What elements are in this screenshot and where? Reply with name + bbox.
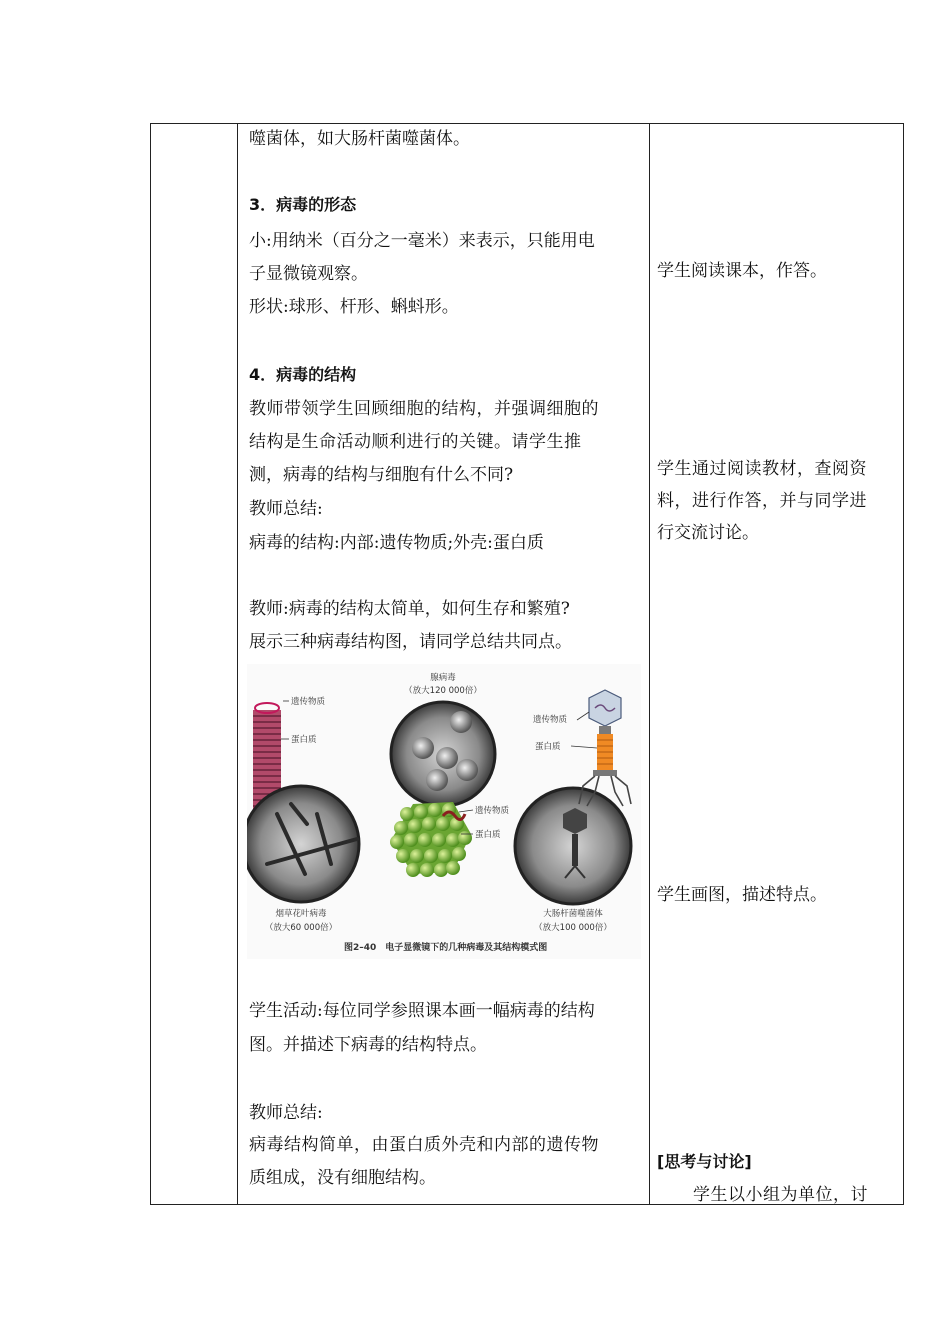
paragraph-student-activity-1: 学生活动:每位同学参照课本画一幅病毒的结构 [249,1001,595,1021]
right-discuss-2: 料，进行作答，并与同学进 [657,491,867,511]
column-divider-1 [237,124,238,1204]
heading-virus-morphology: 3．病毒的形态 [249,195,357,214]
paragraph-student-activity-2: 图。并描述下病毒的结构特点。 [249,1035,487,1055]
phage-name: 大肠杆菌噬菌体 [543,909,603,919]
phage-protein-label: 蛋白质 [535,742,561,752]
tmv-name: 烟草花叶病毒 [275,909,327,919]
figure-caption: 图2–40 电子显微镜下的几种病毒及其结构模式图 [344,943,548,953]
paragraph-show-figure: 展示三种病毒结构图，请同学总结共同点。 [249,632,572,652]
paragraph-review-3: 测，病毒的结构与细胞有什么不同? [249,465,514,485]
paragraph-shape: 形状:球形、杆形、蝌蚪形。 [249,297,459,317]
paragraph-teacher-question: 教师:病毒的结构太简单，如何生存和繁殖? [249,599,570,619]
right-discuss-1: 学生通过阅读教材，查阅资 [657,459,867,479]
adeno-magnification: （放大120 000倍） [404,686,482,696]
adeno-title: 腺病毒 [430,673,456,683]
heading-virus-structure: 4．病毒的结构 [249,365,357,384]
tmv-magnification: （放大60 000倍） [264,923,338,933]
paragraph-review-2: 结构是生命活动顺利进行的关键。请学生推 [249,432,582,452]
column-divider-2 [649,124,650,1204]
paragraph-teacher-summary: 教师总结: [249,499,323,519]
paragraph-size-2: 子显微镜观察。 [249,264,368,284]
right-think-discuss-heading: [思考与讨论] [657,1152,752,1171]
virus-structure-figure [247,664,641,959]
right-discuss-3: 行交流讨论。 [657,523,759,543]
paragraph-size-1: 小:用纳米（百分之一毫米）来表示，只能用电 [249,231,595,251]
paragraph-teacher-summary-2: 教师总结: [249,1103,323,1123]
paragraph-conclusion-1: 病毒结构简单，由蛋白质外壳和内部的遗传物 [249,1135,599,1155]
phage-magnification: （放大100 000倍） [534,923,612,933]
right-group-discuss: 学生以小组为单位，讨 [693,1185,868,1205]
adeno-genetic-label: 遗传物质 [475,806,510,816]
lesson-table [150,123,904,1205]
right-draw-describe: 学生画图，描述特点。 [657,885,827,905]
phage-genetic-label: 遗传物质 [533,715,568,725]
tmv-genetic-label: 遗传物质 [291,697,326,707]
paragraph-structure: 病毒的结构:内部:遗传物质;外壳:蛋白质 [249,533,544,553]
adeno-protein-label: 蛋白质 [475,830,501,840]
paragraph-phage: 噬菌体，如大肠杆菌噬菌体。 [249,129,470,149]
paragraph-conclusion-2: 质组成，没有细胞结构。 [249,1168,436,1188]
virus-figure-svg [247,664,641,959]
tmv-protein-label: 蛋白质 [291,735,317,745]
right-read-answer: 学生阅读课本，作答。 [657,261,827,281]
paragraph-review-1: 教师带领学生回顾细胞的结构，并强调细胞的 [249,399,599,419]
